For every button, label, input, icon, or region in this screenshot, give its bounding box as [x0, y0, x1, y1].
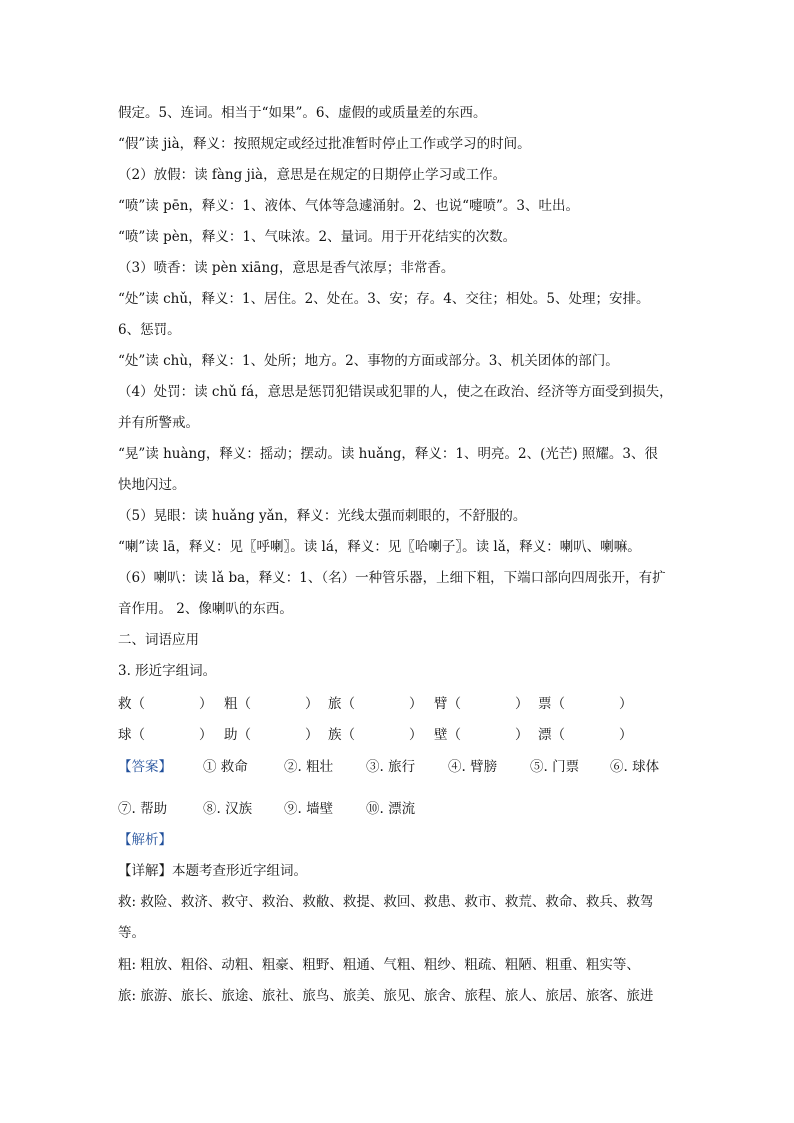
section-title: 二、词语应用	[118, 632, 199, 648]
word-blank: 救（ ）	[118, 696, 213, 712]
word-blank: 壁（ ）	[434, 727, 529, 743]
word-group: 旅: 旅游、旅长、旅途、旅社、旅鸟、旅美、旅见、旅舍、旅程、旅人、旅居、旅客、旅进	[118, 988, 654, 1004]
answer-item: ⑩. 漂流	[366, 801, 416, 817]
word-blank: 粗（ ）	[224, 696, 319, 712]
analysis-label: 【解析】	[118, 832, 172, 848]
word-group: 等。	[118, 925, 145, 941]
question-title: 3. 形近字组词。	[118, 663, 217, 679]
word-blank: 助（ ）	[224, 727, 319, 743]
word-blank: 票（ ）	[538, 696, 633, 712]
paragraph: “喷”读 pèn，释义：1、气味浓。2、量词。用于开花结实的次数。	[118, 229, 517, 245]
paragraph: “处”读 chǔ，释义：1、居住。2、处在。3、安；存。4、交往；相处。5、处理；安排。	[118, 291, 650, 307]
word-blank: 球（ ）	[118, 727, 213, 743]
answer-item: ⑧. 汉族	[203, 801, 253, 817]
paragraph: “晃”读 huàng，释义：摇动；摆动。读 huǎng，释义：1、明亮。2、(光芒) 照耀。3、很	[118, 446, 659, 462]
answer-item: ① 救命	[203, 759, 248, 775]
paragraph: （3）喷香：读 pèn xiāng，意思是香气浓厚；非常香。	[118, 260, 455, 276]
paragraph: 并有所警戒。	[118, 415, 199, 431]
answer-item: ⑦. 帮助	[118, 801, 168, 817]
paragraph: （2）放假：读 fàng jià，意思是在规定的日期停止学习或工作。	[118, 167, 507, 183]
paragraph: 快地闪过。	[118, 477, 186, 493]
word-blank: 臂（ ）	[434, 696, 529, 712]
answer-label: 【答案】	[118, 759, 172, 775]
word-blank: 漂（ ）	[538, 727, 633, 743]
paragraph: 6、惩罚。	[118, 322, 181, 338]
word-group: 救: 救险、救济、救守、救治、救敝、救提、救回、救患、救市、救荒、救命、救兵、救驾	[118, 894, 654, 910]
paragraph: “喷”读 pēn，释义：1、液体、气体等急遽涌射。2、也说“嚏喷”。3、吐出。	[118, 198, 579, 214]
paragraph: （4）处罚：读 chǔ fá，意思是惩罚犯错误或犯罪的人，使之在政治、经济等方面受到损失，	[118, 384, 673, 400]
answer-item: ⑨. 墙壁	[284, 801, 334, 817]
answer-item: ⑥. 球体	[610, 759, 660, 775]
detail-text: 【详解】本题考查形近字组词。	[118, 863, 307, 879]
paragraph: “假”读 jià，释义：按照规定或经过批准暂时停止工作或学习的时间。	[118, 136, 531, 152]
paragraph: 假定。5、连词。相当于“如果”。6、虚假的或质量差的东西。	[118, 105, 487, 121]
paragraph: （5）晃眼：读 huǎng yǎn，释义：光线太强而刺眼的，不舒服的。	[118, 508, 527, 524]
answer-item: ②. 粗壮	[284, 759, 334, 775]
answer-item: ③. 旅行	[366, 759, 416, 775]
word-blank: 族（ ）	[328, 727, 423, 743]
paragraph: （6）喇叭：读 lǎ ba，释义：1、（名）一种管乐器，上细下粗，下端口部向四周张开，有扩	[118, 570, 666, 586]
answer-item: ④. 臂膀	[448, 759, 498, 775]
word-group: 粗: 粗放、粗俗、动粗、粗豪、粗野、粗通、气粗、粗纱、粗疏、粗陋、粗重、粗实等、	[118, 957, 640, 973]
paragraph: “处”读 chù，释义：1、处所；地方。2、事物的方面或部分。3、机关团体的部门。	[118, 353, 619, 369]
word-blank: 旅（ ）	[328, 696, 423, 712]
paragraph: 音作用。 2、像喇叭的东西。	[118, 601, 293, 617]
answer-item: ⑤. 门票	[530, 759, 580, 775]
paragraph: “喇”读 lā，释义：见〖呼喇〗。读 lá，释义：见〖哈喇子〗。读 lǎ，释义：喇叭、喇嘛。	[118, 539, 641, 555]
